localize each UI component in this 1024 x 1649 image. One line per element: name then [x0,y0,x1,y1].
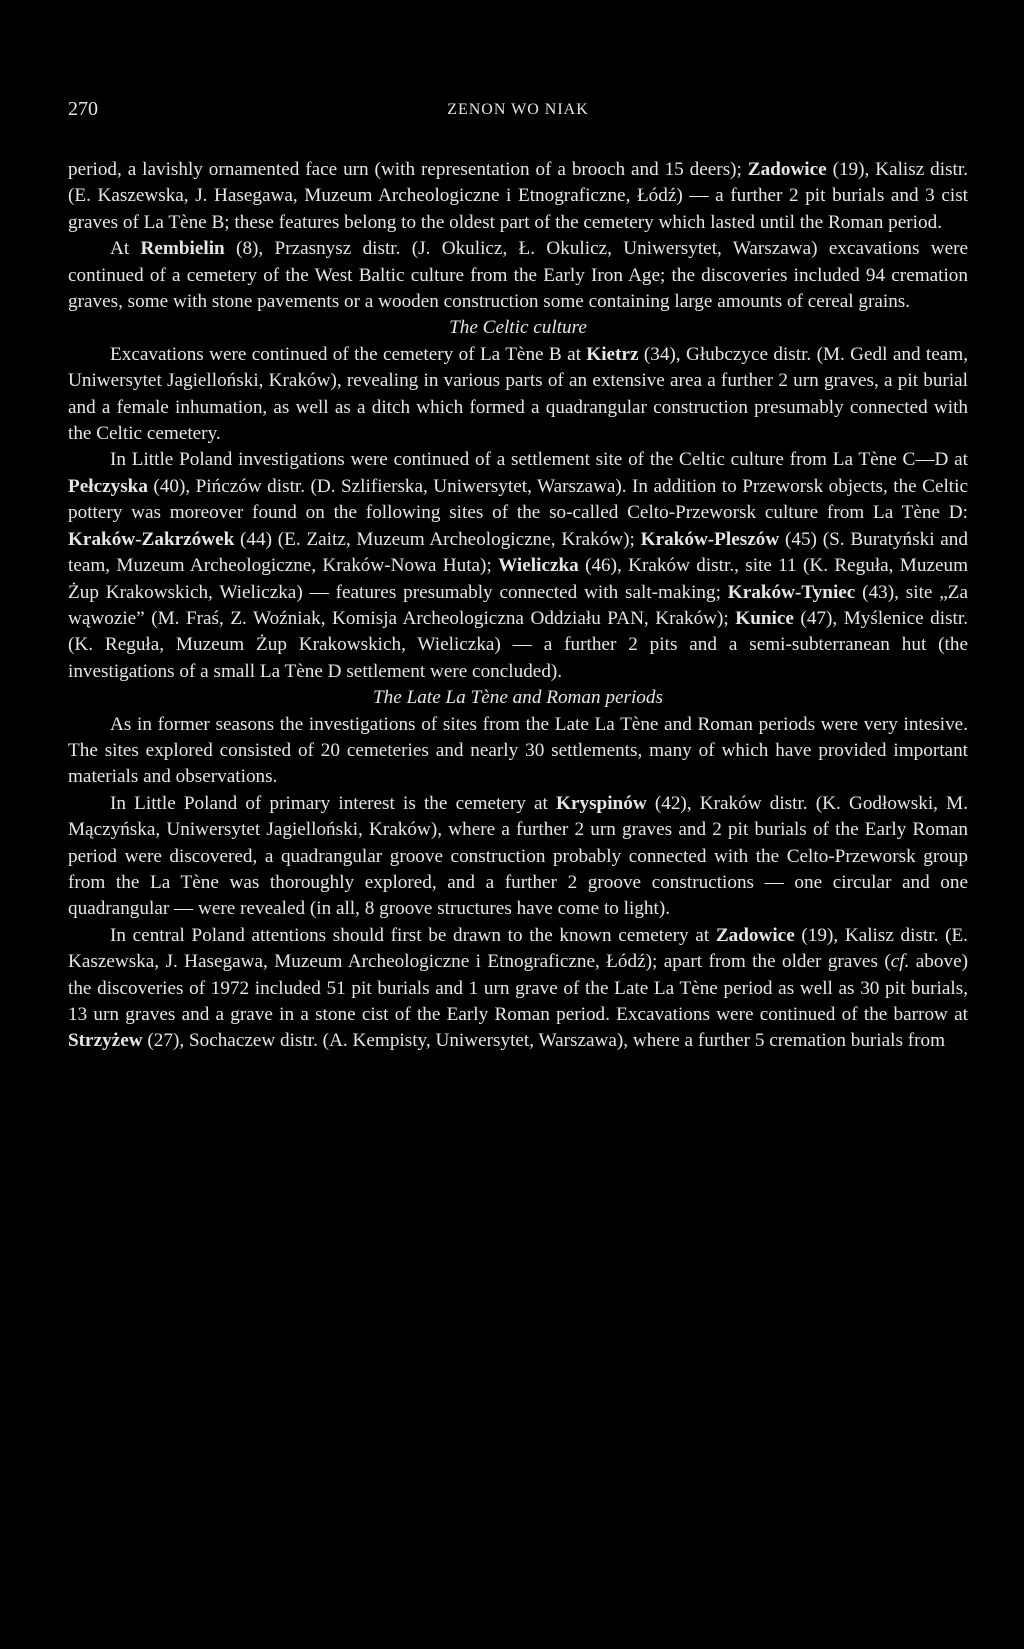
body-text [68,157,968,1055]
site-name: Kryspinów [556,792,647,814]
paragraph: As in former seasons the investigations of sites from the Late La Tène and Roman periods were very intesive. The sites explored consisted of 20 cemeteries and nearly 30 settlements, many of which have provided important materials and observations. [68,713,968,788]
site-name: Kraków-Pleszów [640,528,780,550]
site-name: Zadowice [747,159,827,180]
running-head: ZENON WO NIAK [447,101,589,118]
paragraph: In central Poland attentions should first be drawn to the known cemetery at Zadowice (19), Kalisz distr. (E. Kaszewska, J. Hasegawa, Muzeum Archeologiczne i Etnograficzne, Łódź); apart from the older graves (cf. above) the discoveries of 1972 included 51 pit burials and 1 urn grave of the Late La Tène period as well as 30 pit burials, 13 urn graves and a grave in a stone cist of the Early Roman period. Excavations were continued of the barrow at Strzyżew (27), Sochaczew distr. (A. Kempisty, Uniwersytet, Warszawa), where a further 5 cremation burials from [68,924,968,1052]
citation-cf: cf. [890,951,910,973]
section-heading-celtic: The Celtic culture [449,317,587,339]
section-heading-late-la-tene: The Late La Tène and Roman periods [373,687,663,709]
site-name: Kunice [735,607,794,629]
paragraph: Excavations were continued of the cemetery of La Tène B at Kietrz (34), Głubczyce distr. (M. Gedl and team, Uniwersytet Jagielloński, Kraków), revealing in various parts of an extensive area a further 2 urn graves, a pit burial and a female inhumation, as well as a ditch which formed a quadrangular construction presumably connected with the Celtic cemetery. [68,343,968,445]
site-name: Zadowice [715,924,795,946]
site-name: Rembielin [140,238,225,260]
page-number: 270 [68,98,98,120]
paragraph: At Rembielin (8), Przasnysz distr. (J. Okulicz, Ł. Okulicz, Uniwersytet, Warszawa) excavations were continued of a cemetery of the West Baltic culture from the Early Iron Age; the discoveries included 94 cremation graves, some with stone pavements or a wooden construction some containing large amounts of cereal grains. [68,238,968,313]
site-name: Kietrz [586,343,639,365]
paragraph: In Little Poland of primary interest is the cemetery at Kryspinów (42), Kraków distr. (K. Godłowski, M. Mączyńska, Uniwersytet Jagielloński, Kraków), where a further 2 urn graves and 2 pit burials of the Early Roman period were discovered, a quadrangular groove construction probably connected with the Celto-Przeworsk group from the La Tène was thoroughly explored, and a further 2 groove constructions — one circular and one quadrangular — were revealed (in all, 8 groove structures have come to light). [68,792,968,920]
paragraph: period, a lavishly ornamented face urn (with representation of a brooch and 15 deers); Zadowice (19), Kalisz distr. (E. Kaszewska, J. Hasegawa, Muzeum Archeologiczne i Etnograficzne, Łódź) — a further 2 pit burials and 3 cist graves of La Tène B; these features belong to the oldest part of the cemetery which lasted until the Roman period. [68,159,968,233]
site-name: Pełczyska [68,475,148,497]
document-page [68,0,968,1649]
site-name: Strzyżew [68,1030,143,1052]
site-name: Kraków-Tyniec [727,581,856,603]
site-name: Kraków-Zakrzówek [68,528,235,550]
site-name: Wieliczka [498,555,579,577]
page-header [68,98,968,126]
paragraph: In Little Poland investigations were continued of a settlement site of the Celtic culture from La Tène C—D at Pełczyska (40), Pińczów distr. (D. Szlifierska, Uniwersytet, Warszawa). In addition to Przeworsk objects, the Celtic pottery was moreover found on the following sites of the so-called Celto-Przeworsk culture from La Tène D: Kraków-Zakrzówek (44) (E. Zaitz, Muzeum Archeologiczne, Kraków); Kraków-Pleszów (45) (S. Buratyński and team, Muzeum Archeologiczne, Kraków-Nowa Huta); Wieliczka (46), Kraków distr., site 11 (K. Reguła, Muzeum Żup Krakowskich, Wieliczka) — features presumably connected with salt-making; Kraków-Tyniec (43), site „Za wąwozie” (M. Fraś, Z. Woźniak, Komisja Archeologiczna Oddziału PAN, Kraków); Kunice (47), Myślenice distr. (K. Reguła, Muzeum Żup Krakowskich, Wieliczka) — a further 2 pits and a semi-subterranean hut (the investigations of a small La Tène D settlement were concluded). [68,449,969,682]
